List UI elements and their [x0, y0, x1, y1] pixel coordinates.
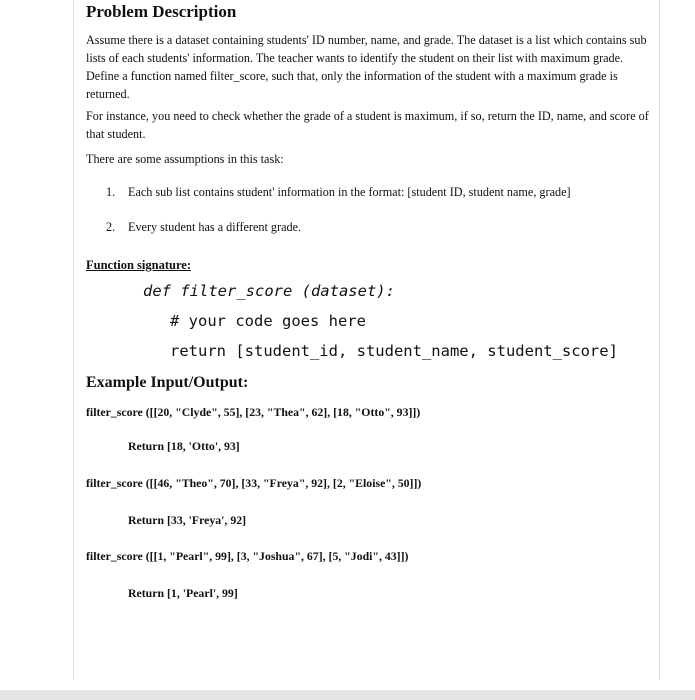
- example-call: filter_score ([[1, "Pearl", 99], [3, "Joshua", 67], [5, "Jodi", 43]]): [86, 549, 409, 563]
- right-page-border: [659, 0, 660, 680]
- description-paragraph: Assume there is a dataset containing students' ID number, name, and grade. The dataset is a list which contains sub lists of each students' information. The teacher wants to identify the student on their list with maximum grade. Define a function named filter_score, such that, only the information of the student with a maximum grade is returned.: [86, 33, 647, 101]
- assumption-text: Each sub list contains student' information in the format: [student ID, student name, grade]: [128, 185, 571, 199]
- example-heading: Example Input/Output:: [86, 374, 249, 391]
- example-return: Return [1, 'Pearl', 99]: [128, 586, 238, 600]
- page-title: Problem Description: [86, 2, 237, 21]
- example-call: filter_score ([[20, "Clyde", 55], [23, "Thea", 62], [18, "Otto", 93]]): [86, 405, 421, 419]
- assumption-item: [106, 218, 652, 236]
- bottom-scroll-bar: [0, 690, 695, 700]
- left-page-border: [73, 0, 74, 680]
- code-comment-line: # your code goes here: [170, 312, 366, 330]
- code-def-line: def filter_score (dataset):: [143, 282, 395, 300]
- assumption-number: 1.: [106, 185, 116, 199]
- example-return: Return [18, 'Otto', 93]: [128, 439, 240, 453]
- example-call: filter_score ([[46, "Theo", 70], [33, "Freya", 92], [2, "Eloise", 50]]): [86, 476, 422, 490]
- instance-paragraph: For instance, you need to check whether the grade of a student is maximum, if so, return the ID, name, and score of that student.: [86, 109, 649, 141]
- assumptions-intro: There are some assumptions in this task:: [86, 152, 284, 166]
- assumption-text: Every student has a different grade.: [128, 220, 302, 234]
- assumption-number: 2.: [106, 220, 116, 234]
- assumption-item: [106, 183, 652, 201]
- example-return: Return [33, 'Freya', 92]: [128, 513, 247, 527]
- code-return-line: return [student_id, student_name, student_score]: [170, 342, 618, 360]
- function-signature-heading: Function signature:: [86, 258, 191, 272]
